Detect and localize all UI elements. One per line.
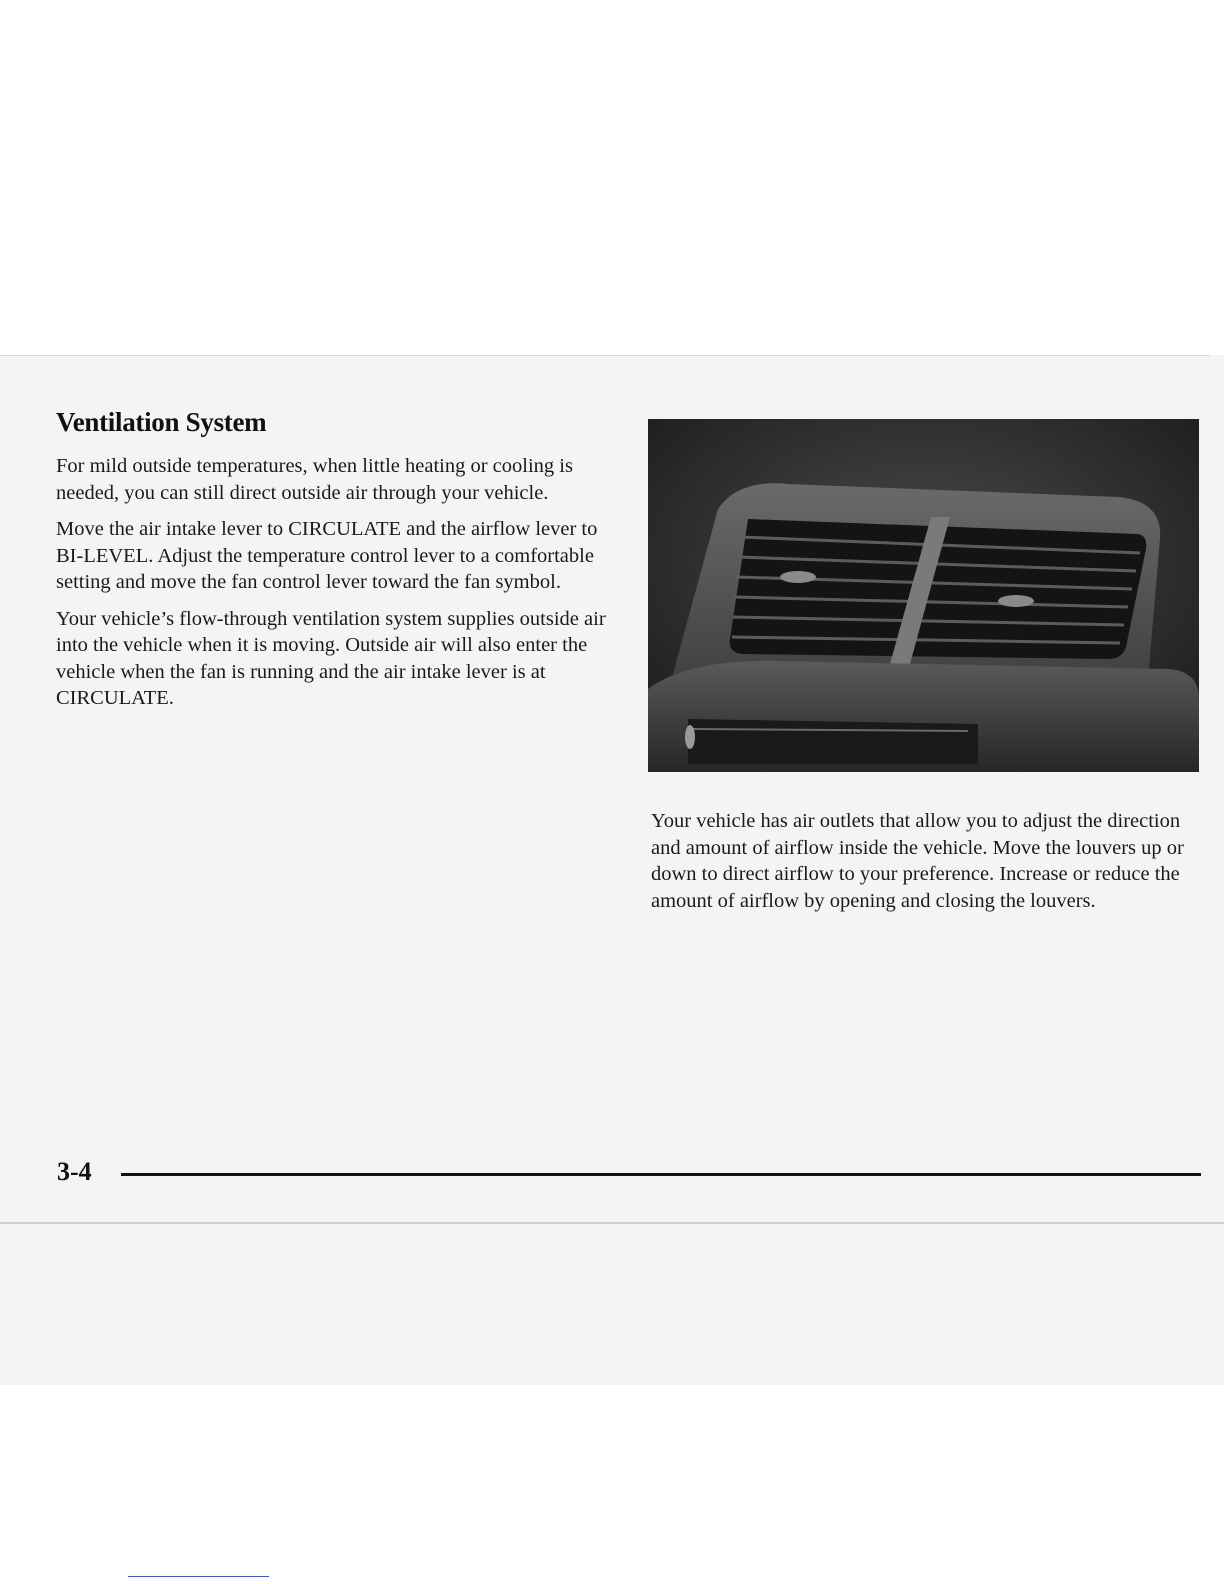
stray-underline — [128, 1576, 269, 1577]
scan-bottom-edge — [0, 1222, 1224, 1224]
footer-rule — [121, 1173, 1201, 1176]
left-column — [56, 453, 616, 722]
paragraph-intro: For mild outside temperatures, when little heating or cooling is needed, you can still direct outside air through your vehicle. — [56, 455, 573, 504]
page-number: 3-4 — [57, 1157, 92, 1186]
dashboard-slot — [688, 719, 978, 764]
air-outlet-illustration — [648, 419, 1199, 772]
section-title: Ventilation System — [56, 407, 267, 437]
right-column — [651, 808, 1196, 924]
left-louver-knob — [780, 571, 816, 583]
right-louver-knob — [998, 595, 1034, 607]
air-outlet-photo — [648, 419, 1199, 772]
scan-top-edge — [0, 355, 1210, 356]
paragraph-flow-through: Your vehicle’s flow-through ventilation system supplies outside air into the vehicle when it is moving. Outside air will also enter the vehicle when the fan is running and the air intake lever is at CIRCULATE. — [56, 607, 606, 709]
paragraph-instructions: Move the air intake lever to CIRCULATE and the airflow lever to BI-LEVEL. Adjust the temperature control lever to a comfortable setting and move the fan control lever toward the fan symbol. — [56, 518, 598, 593]
paragraph-air-outlets: Your vehicle has air outlets that allow you to adjust the direction and amount of airflow inside the vehicle. Move the louvers up or down to direct airflow to your preference. Increase or reduce the amount of airflow by opening and closing the louvers. — [651, 810, 1184, 912]
